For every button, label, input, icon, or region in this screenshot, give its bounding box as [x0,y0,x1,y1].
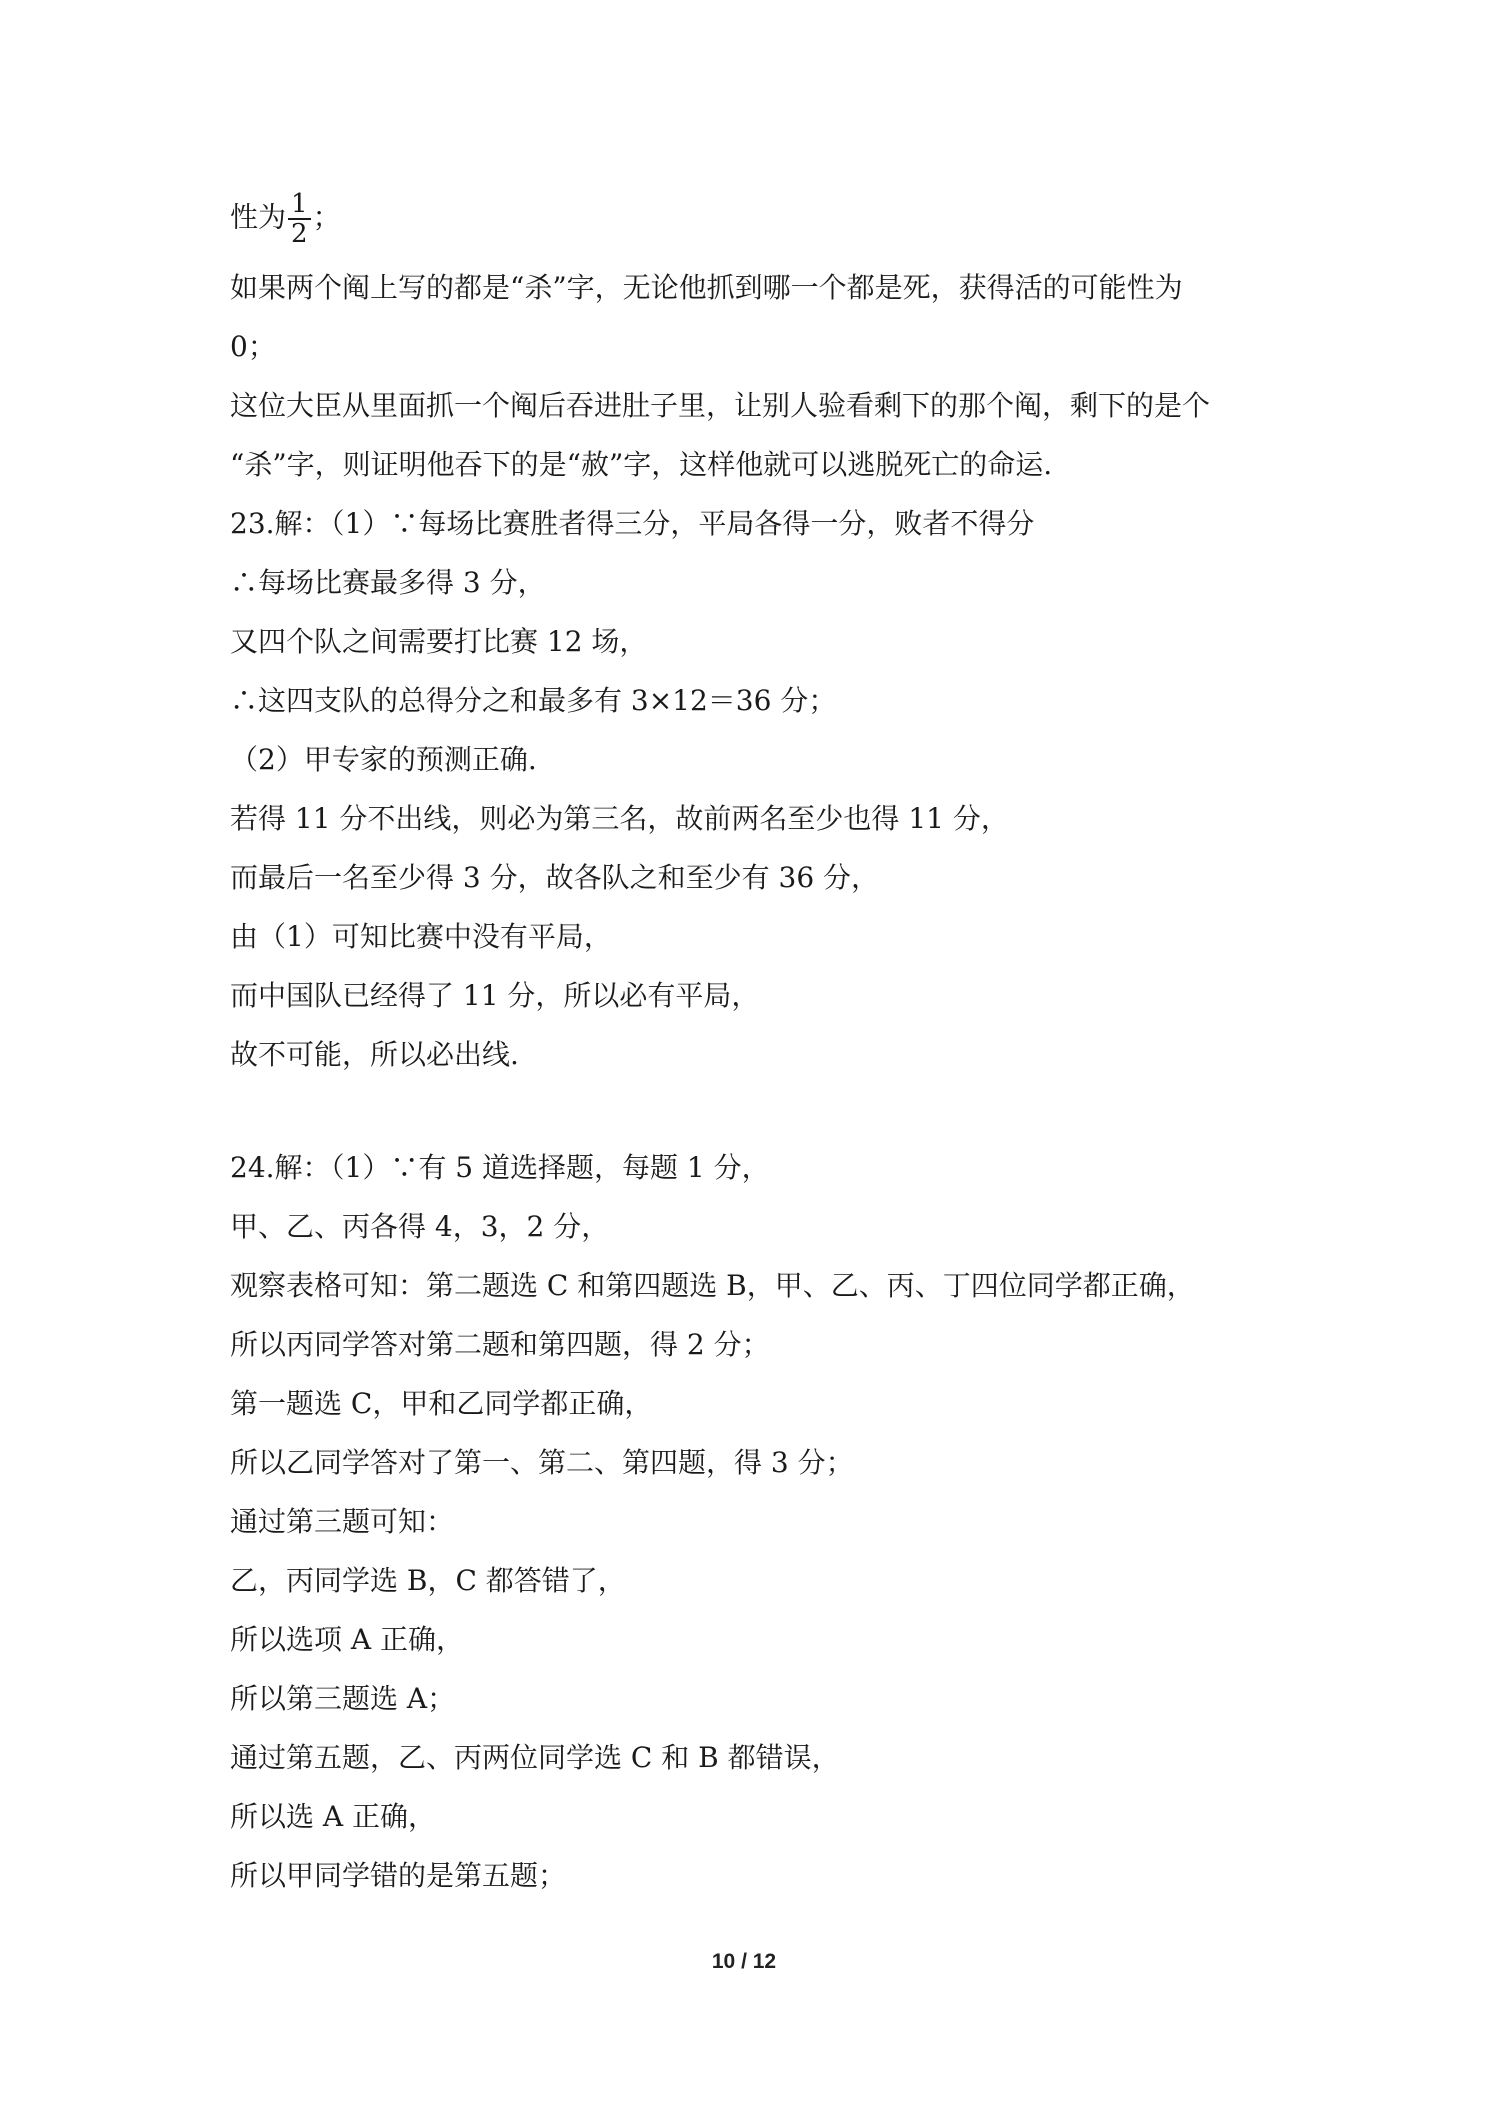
text-line: 第一题选 C，甲和乙同学都正确， [230,1387,653,1420]
text-line: 若得 11 分不出线，则必为第三名，故前两名至少也得 11 分， [230,802,1009,835]
text-line: 这位大臣从里面抓一个阄后吞进肚子里，让别人验看剩下的那个阄，剩下的是个 [230,389,1211,422]
text-line: 由（1）可知比赛中没有平局， [230,920,612,953]
text-line: 所以选 A 正确， [230,1800,437,1833]
text-line: 而中国队已经得了 11 分，所以必有平局， [230,979,760,1012]
text-line: 通过第五题，乙、丙两位同学选 C 和 B 都错误， [230,1741,840,1774]
text-line: 如果两个阄上写的都是“杀”字，无论他抓到哪一个都是死，获得活的可能性为 [230,271,1183,304]
text-line: 所以第三题选 A； [230,1682,456,1715]
text-line: 所以乙同学答对了第一、第二、第四题，得 3 分； [230,1446,854,1479]
text-line: 甲、乙、丙各得 4，3，2 分， [230,1210,610,1243]
text-line: 乙，丙同学选 B，C 都答错了， [230,1564,626,1597]
line-text: ； [312,200,341,234]
text-line: 24.解：（1）∵有 5 道选择题，每题 1 分， [230,1151,770,1184]
text-line: 所以选项 A 正确， [230,1623,465,1656]
text-line [230,190,341,248]
fraction-denominator: 2 [291,219,308,249]
text-line: ∴这四支队的总得分之和最多有 3×12＝36 分； [230,684,837,717]
fraction-numerator: 1 [288,190,311,220]
fraction [288,190,311,248]
text-line: （2）甲专家的预测正确. [230,743,537,776]
text-line: 所以甲同学错的是第五题； [230,1859,567,1892]
text-line: “杀”字，则证明他吞下的是“赦”字，这样他就可以逃脱死亡的命运. [230,448,1053,481]
text-line: 通过第三题可知： [230,1505,455,1538]
text-line: 观察表格可知：第二题选 C 和第四题选 B，甲、乙、丙、丁四位同学都正确， [230,1269,1195,1302]
text-line: 0； [230,330,276,363]
text-line: 又四个队之间需要打比赛 12 场， [230,625,648,658]
text-line: 23.解：（1）∵每场比赛胜者得三分，平局各得一分，败者不得分 [230,507,1035,540]
text-line: 而最后一名至少得 3 分，故各队之和至少有 36 分， [230,861,880,894]
text-line: 故不可能，所以必出线. [230,1038,519,1071]
text-line: ∴每场比赛最多得 3 分， [230,566,546,599]
page-number: 10 / 12 [711,1950,777,1973]
line-text: 性为 [230,200,287,234]
text-line: 所以丙同学答对第二题和第四题，得 2 分； [230,1328,770,1361]
